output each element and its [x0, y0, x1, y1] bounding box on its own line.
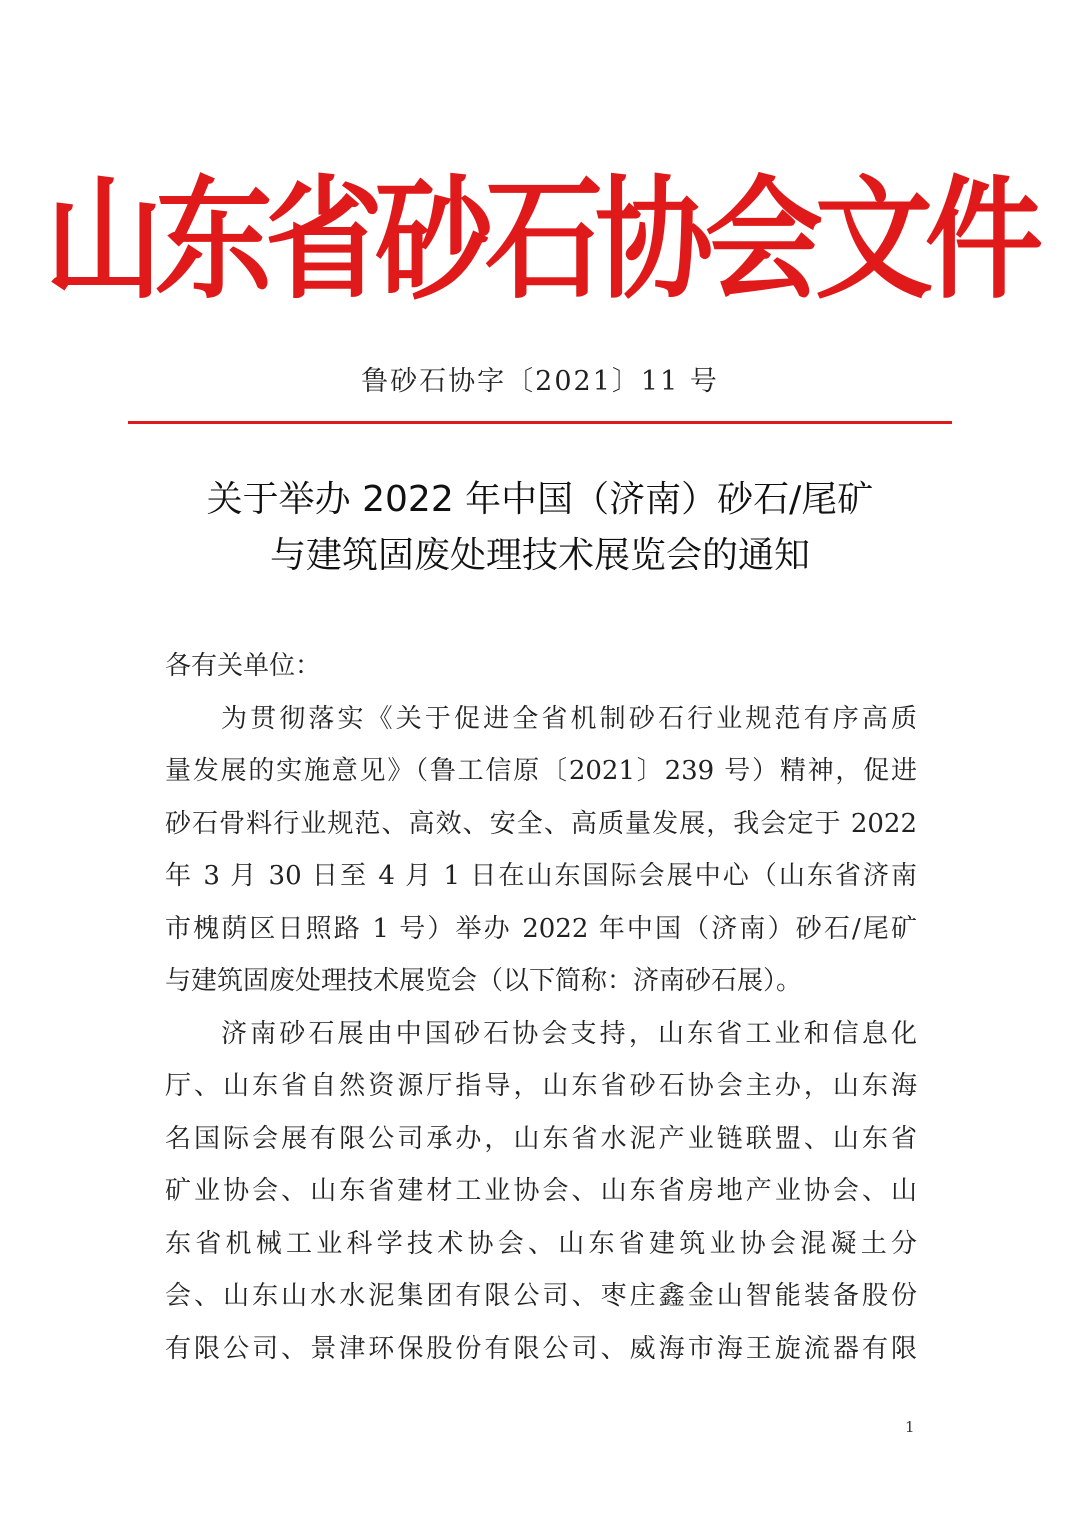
- notice-title: [120, 472, 960, 584]
- paragraph-1-line: 砂石骨料行业规范、高效、安全、高质量发展，我会定于 2022: [165, 808, 917, 839]
- document-number: 鲁砂石协字〔2021〕11 号: [361, 366, 719, 397]
- paragraph-1-line: 量发展的实施意见》（鲁工信原〔2021〕239 号）精神，促进: [165, 756, 917, 786]
- paragraph-2-line: 东省机械工业科学技术协会、山东省建筑业协会混凝土分: [165, 1228, 917, 1259]
- paragraph-1-line: 年 3 月 30 日至 4 月 1 日在山东国际会展中心（山东省济南: [165, 861, 917, 891]
- paragraph-1-line: 与建筑固废处理技术展览会（以下简称：济南砂石展）。: [165, 966, 803, 996]
- paragraph-1-line: 市槐荫区日照路 1 号）举办 2022 年中国（济南）砂石/尾矿: [165, 913, 917, 944]
- paragraph-2-line: 会、山东山水水泥集团有限公司、枣庄鑫金山智能装备股份: [165, 1281, 917, 1311]
- paragraph-1-line: 为贯彻落实《关于促进全省机制砂石行业规范有序高质: [221, 703, 917, 734]
- paragraph-2-line: 有限公司、景津环保股份有限公司、威海市海王旋流器有限: [165, 1333, 917, 1364]
- red-divider-line: [128, 421, 952, 424]
- notice-body: [165, 640, 917, 1375]
- paragraph-2-line: 厅、山东省自然资源厅指导，山东省砂石协会主办，山东海: [165, 1071, 917, 1101]
- notice-title-line-2: 与建筑固废处理技术展览会的通知: [269, 535, 810, 576]
- paragraph-2-line: 矿业协会、山东省建材工业协会、山东省房地产业协会、山: [165, 1176, 917, 1206]
- notice-title-line-1: 关于举办 2022 年中国（济南）砂石/尾矿: [206, 479, 874, 520]
- paragraph-1: [165, 693, 917, 1008]
- page-number: 1: [905, 1418, 915, 1436]
- paragraph-2-line: 济南砂石展由中国砂石协会支持，山东省工业和信息化: [221, 1018, 917, 1049]
- org-header-title: 山东省砂石协会文件: [44, 161, 1035, 317]
- paragraph-2: [165, 1008, 917, 1376]
- salutation: 各有关单位：: [165, 651, 322, 681]
- paragraph-2-line: 名国际会展有限公司承办，山东省水泥产业链联盟、山东省: [165, 1123, 917, 1154]
